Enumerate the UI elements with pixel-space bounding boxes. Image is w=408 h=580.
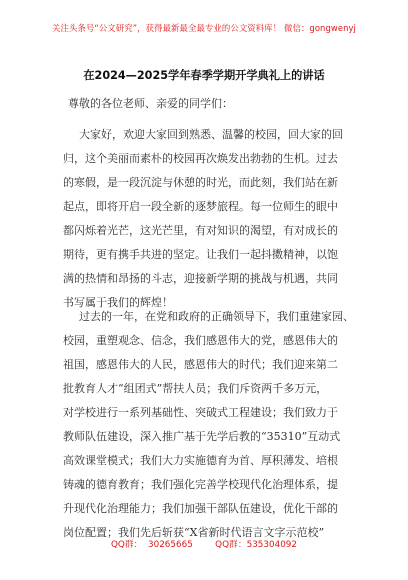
paragraph1-line: 起点，即将开启一段全新的逐梦旅程。每一位师生的眼中 (63, 200, 338, 213)
paragraph2-line: 祖国，感恩伟大的人民，感恩伟大的时代；我们迎来第二 (63, 358, 338, 371)
salutation: 尊敬的各位老师、亲爱的同学们： (68, 97, 233, 110)
footer-contact (0, 537, 408, 550)
footer-qq-group-2: QQ群：535304092 (215, 540, 297, 550)
paragraph1-line: 满的热情和昂扬的斗志，迎接新学期的挑战与机遇，共同 (63, 272, 338, 285)
paragraph1-line: 都闪烁着光芒，这光芒里，有对知识的渴望，有对成长的 (63, 224, 338, 237)
paragraph2-line: 过去的一年，在党和政府的正确领导下，我们重建家园、 (79, 310, 354, 323)
paragraph2-line: 升现代化治理能力；我们加强干部队伍建设，优化干部的 (63, 502, 338, 515)
paragraph2-line: 校园，重塑观念、信念，我们感恩伟大的党，感恩伟大的 (63, 334, 338, 347)
paragraph1-line: 的寒假，是一段沉淀与休憩的时光，而此刻，我们站在新 (63, 176, 338, 189)
paragraph1-line: 归，这个美丽而素朴的校园再次焕发出勃勃的生机。过去 (63, 152, 338, 165)
paragraph1-line: 期待，更有携手共进的坚定。让我们一起抖擞精神，以饱 (63, 248, 338, 261)
header-banner: 关注头条号“公文研究”，获得最新最全最专业的公文资料库！ 微信：gongwenyj (52, 23, 356, 33)
paragraph2-line: 对学校进行一系列基础性、突破式工程建设；我们致力于 (63, 406, 338, 419)
paragraph2-line: 高效课堂模式；我们大力实施德育为首、厚积薄发、培根 (63, 454, 338, 467)
document-title: 在2024—2025学年春季学期开学典礼上的讲话 (83, 69, 325, 82)
paragraph1-line: 大家好，欢迎大家回到熟悉、温馨的校园，回大家的回 (79, 128, 343, 141)
paragraph2-line: 批教育人才“组团式”帮扶人员；我们斥资两千多万元， (63, 382, 328, 395)
paragraph1-line: 书写属于我们的辉煌！ (63, 296, 173, 309)
paragraph2-line: 岗位配置；我们先后斩获“X省新时代语言文字示范校” (63, 526, 325, 539)
footer-qq-group-1: QQ群： 30265665 (110, 540, 193, 550)
paragraph2-line: 铸魂的德育教育；我们强化完善学校现代化治理体系，提 (63, 478, 338, 491)
paragraph2-line: 教师队伍建设，深入推广基于先学后教的“35310”互动式 (63, 430, 341, 443)
